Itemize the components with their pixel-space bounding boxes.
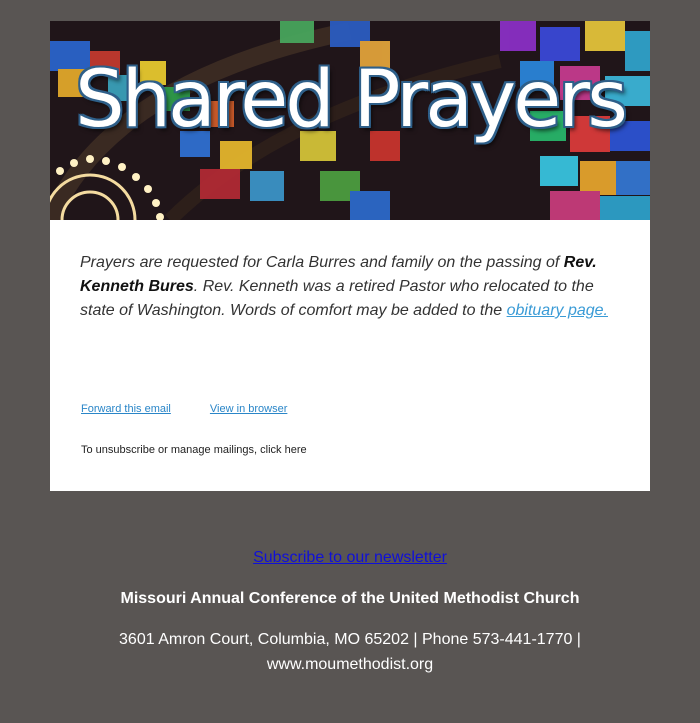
unsubscribe-text[interactable]: To unsubscribe or manage mailings, click here: [81, 444, 307, 456]
subscribe-link[interactable]: Subscribe to our newsletter: [253, 549, 447, 566]
website-line: www.moumethodist.org: [266, 656, 434, 673]
deceased-name: Rev. Kenneth Bures: [80, 254, 597, 295]
prayer-message: [80, 251, 625, 323]
organization-name: Missouri Annual Conference of the United Methodist Church: [120, 590, 580, 607]
email-card: [50, 21, 650, 491]
email-links: [81, 403, 287, 415]
message-text-start: Prayers are requested for Carla Burres and family on the passing of: [80, 254, 564, 271]
address-line: 3601 Amron Court, Columbia, MO 65202 | Phone 573-441-1770 |: [119, 631, 581, 648]
message-text-end: . Rev. Kenneth was a retired Pastor who relocated to the state of Washington. Words of comfort may be added to the: [80, 278, 594, 319]
contact-address: [0, 627, 700, 677]
header-banner: [50, 21, 650, 220]
forward-email-link[interactable]: Forward this email: [81, 403, 171, 415]
subscribe-row: [0, 549, 700, 567]
obituary-link[interactable]: obituary page.: [506, 302, 608, 319]
banner-title: Shared Prayers: [75, 55, 625, 145]
view-in-browser-link[interactable]: View in browser: [209, 403, 288, 415]
